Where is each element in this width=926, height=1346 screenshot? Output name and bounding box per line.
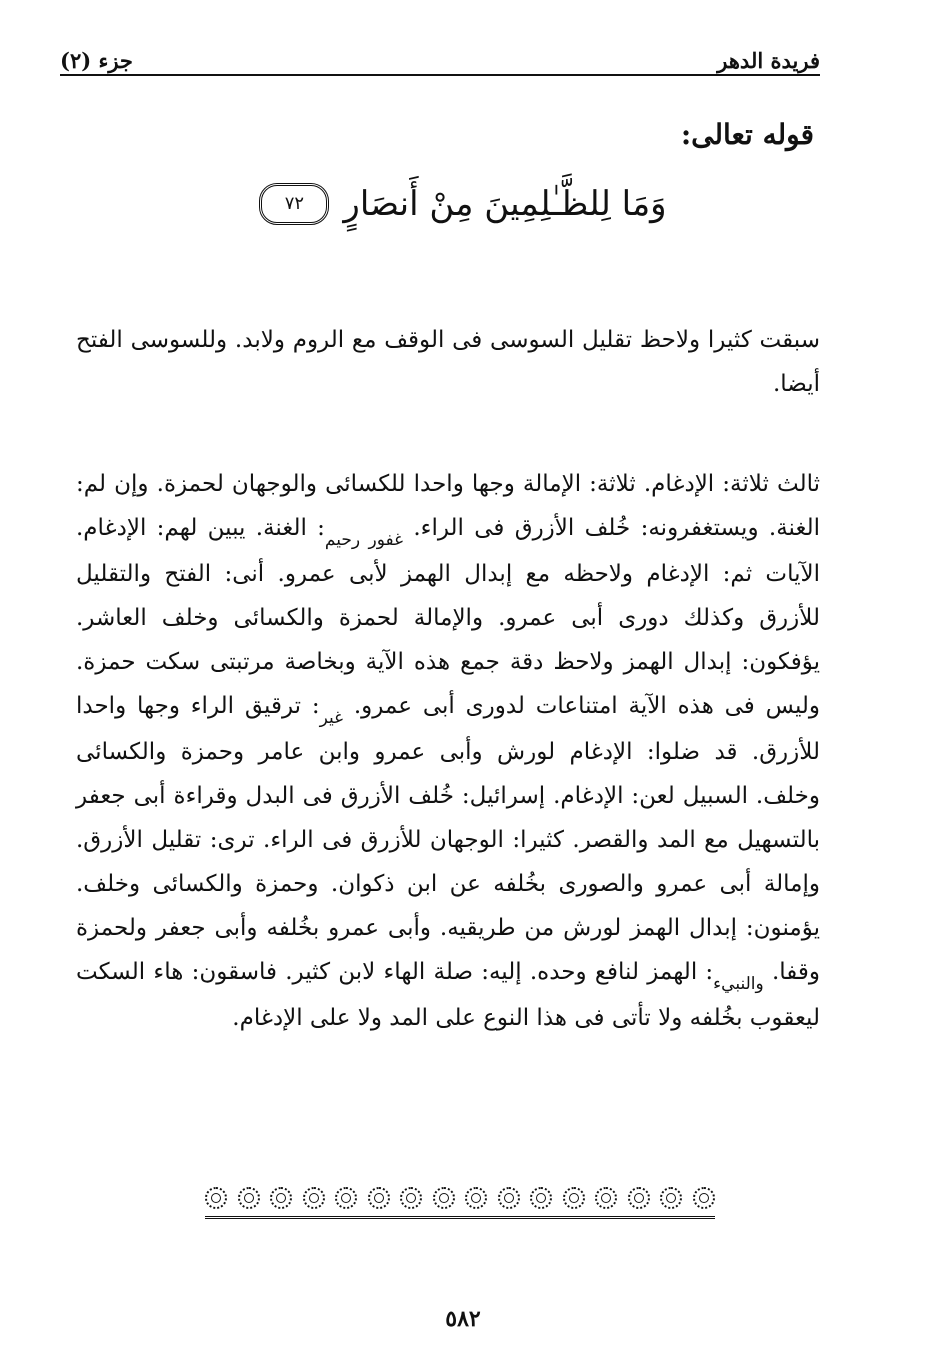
rosette-icon <box>563 1187 585 1209</box>
rosette-icon <box>530 1187 552 1209</box>
rosette-icon <box>628 1187 650 1209</box>
paragraph-2-text-d: : الهمز لنافع وحده. إليه: صلة الهاء لابن كثير. فاسقون: هاء السكت ليعقوب بخُلفه ولا تأتى فى هذا النوع على المد ولا على الإدغام. <box>76 959 820 1031</box>
ayah-number: ٧٢ <box>284 193 305 214</box>
rosette-icon <box>660 1187 682 1209</box>
paragraph-2-text-b: : الغنة. يبين لهم: الإدغام. الآيات ثم: الإدغام ولاحظه مع إبدال الهمز لأبى عمرو. أنى: الفتح والتقليل للأزرق وكذلك دورى أبى عمرو. والإمالة لحمزة والكسائى وخلف العاشر. يؤفكون: إبدال الهمز ولاحظ دقة جمع هذه الآية وبخاصة مرتبتى سكت حمزة. وليس فى هذه الآية امتناعات لدورى أبى عمرو. <box>76 515 821 719</box>
paragraph-2-text-a: ثالث ثلاثة: الإدغام. ثلاثة: الإمالة وجها واحدا للكسائى والوجهان لحمزة. وإن لم: الغنة. ويستغفرونه: خُلف الأزرق فى الراء. <box>76 471 820 541</box>
rosette-icon <box>400 1187 422 1209</box>
page-number: ٥٨٢ <box>445 1306 481 1332</box>
ayah-number-marker <box>259 183 329 225</box>
inline-word-annabi: والنبيء <box>713 974 764 994</box>
verse-text: وَمَا لِلظَّـٰلِمِينَ مِنْ أَنصَارٍ <box>343 184 667 224</box>
lead-phrase: قوله تعالى: <box>680 118 814 151</box>
rosette-icon <box>465 1187 487 1209</box>
inline-word-ghafur-rahim: غفور رحيم <box>324 530 403 550</box>
paragraph-2-text-c: : ترقيق الراء وجها واحدا للأزرق. قد ضلوا: الإدغام لورش وأبى عمرو وابن عامر وحمزة والكسائى وخلف. السبيل لعن: الإدغام. إسرائيل: خُلف الأزرق فى البدل وقراءة أبى جعفر بالتسهيل مع المد والقصر. كثيرا: الوجهان للأزرق فى الراء. ترى: تقليل الأزرق. وإمالة أبى عمرو والصورى بخُلفه عن ابن ذكوان. وحمزة والكسائى وخلف. يؤمنون: إبدال الهمز لورش من طريقيه. وأبى عمرو بخُلفه وأبى جعفر ولحمزة وقفا. <box>76 693 820 985</box>
rosette-icon <box>335 1187 357 1209</box>
rosette-icon <box>368 1187 390 1209</box>
rosette-icon <box>238 1187 260 1209</box>
running-header <box>60 46 820 76</box>
rosette-icon <box>433 1187 455 1209</box>
book-title: فريدة الدهر <box>717 48 820 73</box>
rosette-icon <box>498 1187 520 1209</box>
ornament-divider <box>205 1180 715 1219</box>
quran-verse <box>0 182 926 226</box>
rosette-icon <box>303 1187 325 1209</box>
paragraph-2 <box>76 462 820 1040</box>
inline-word-ghayr: غير <box>319 708 344 728</box>
volume-label: جزء (٢) <box>60 48 133 73</box>
paragraph-1: سبقت كثيرا ولاحظ تقليل السوسى فى الوقف مع الروم ولابد. وللسوسى الفتح أيضا. <box>76 327 820 397</box>
rosette-icon <box>205 1187 227 1209</box>
rosette-icon <box>693 1187 715 1209</box>
rosette-icon <box>270 1187 292 1209</box>
rosette-icon <box>595 1187 617 1209</box>
